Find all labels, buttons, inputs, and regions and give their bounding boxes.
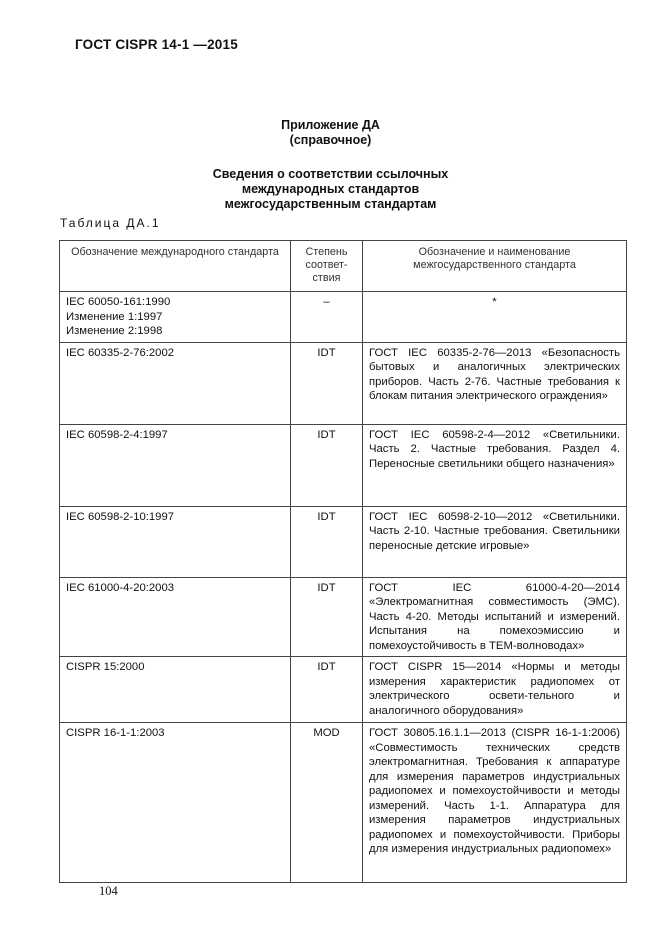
interstate-standard-cell: ГОСТ IEC 60335-2-76—2013 «Безопасность бытовых и аналогичных электрических приборов. Часть 2-76. Частные требования к блокам питания электрического ограждения» — [363, 342, 627, 424]
degree-cell: IDT — [291, 424, 363, 506]
document-code-header: ГОСТ CISPR 14-1 —2015 — [75, 37, 238, 52]
intl-standard-cell: IEC 60598-2-4:1997 — [60, 424, 291, 506]
degree-cell: IDT — [291, 577, 363, 657]
interstate-standard-cell: ГОСТ IEC 60598-2-10—2012 «Светильники. Часть 2-10. Частные требования. Светильники переносные детские игровые» — [363, 506, 627, 577]
appendix-heading-line-2: международных стандартов — [241, 182, 420, 196]
intl-standard-cell: IEC 60335-2-76:2002 — [60, 342, 291, 424]
intl-standard-line: Изменение 1:1997 — [66, 310, 163, 323]
interstate-standard-cell: ГОСТ 30805.16.1.1—2013 (CISPR 16-1-1:2006) «Совместимость технических средств электромагнитная. Требования к аппаратуре для измерения параметров индустриальных радиопомех и помехоустойчивости и методы измерений. Часть 1-1. Аппаратура для измерения параметров индустриальных радиопомех и помехоустойчивости. Приборы для измерения индустриальных радиопомех» — [363, 723, 627, 883]
table-caption: Таблица ДА.1 — [60, 216, 161, 230]
degree-cell: IDT — [291, 342, 363, 424]
header-degree: Степень соответ-ствия — [291, 241, 363, 292]
header-interstate-standard: Обозначение и наименование межгосударственного стандарта — [363, 241, 627, 292]
intl-standard-line: Изменение 2:1998 — [66, 325, 163, 337]
table-row — [60, 577, 627, 657]
intl-standard-line: IEC 60050-161:1990 — [66, 296, 171, 308]
table-row — [60, 342, 627, 424]
table-row — [60, 424, 627, 506]
table-row — [60, 657, 627, 723]
table-row — [60, 292, 627, 343]
page-number: 104 — [99, 884, 118, 898]
intl-standard-cell: CISPR 15:2000 — [60, 657, 291, 723]
intl-standard-cell — [60, 292, 291, 343]
degree-cell: IDT — [291, 657, 363, 723]
interstate-standard-cell: ГОСТ IEC 60598-2-4—2012 «Светильники. Часть 2. Частные требования. Раздел 4. Переносные светильники общего назначения» — [363, 424, 627, 506]
appendix-title: Приложение ДА — [281, 118, 380, 132]
table-header-row — [60, 241, 627, 292]
intl-standard-cell: IEC 60598-2-10:1997 — [60, 506, 291, 577]
appendix-heading-line-1: Сведения о соответствии ссылочных — [212, 167, 449, 181]
intl-standard-cell: CISPR 16-1-1:2003 — [60, 723, 291, 883]
header-intl-standard: Обозначение международного стандарта — [60, 241, 291, 292]
table-row — [60, 723, 627, 883]
degree-cell: – — [291, 292, 363, 343]
table-row — [60, 506, 627, 577]
degree-cell: IDT — [291, 506, 363, 577]
correspondence-table — [59, 240, 627, 883]
degree-cell: MOD — [291, 723, 363, 883]
interstate-standard-cell: ГОСТ CISPR 15—2014 «Нормы и методы измерения характеристик радиопомех от электрического освети-тельного и аналогичного оборудования» — [363, 657, 627, 723]
interstate-standard-cell: ГОСТ IEC 61000-4-20—2014 «Электромагнитная совместимость (ЭМС). Часть 4-20. Методы испытаний и измерений. Испытания на помехоэмиссию и помехоустойчивость в ТЕМ-волноводах» — [363, 577, 627, 657]
appendix-heading-line-3: межгосударственным стандартам — [224, 197, 437, 211]
intl-standard-cell: IEC 61000-4-20:2003 — [60, 577, 291, 657]
interstate-standard-cell: * — [363, 292, 627, 343]
appendix-subtitle: (справочное) — [289, 133, 372, 147]
